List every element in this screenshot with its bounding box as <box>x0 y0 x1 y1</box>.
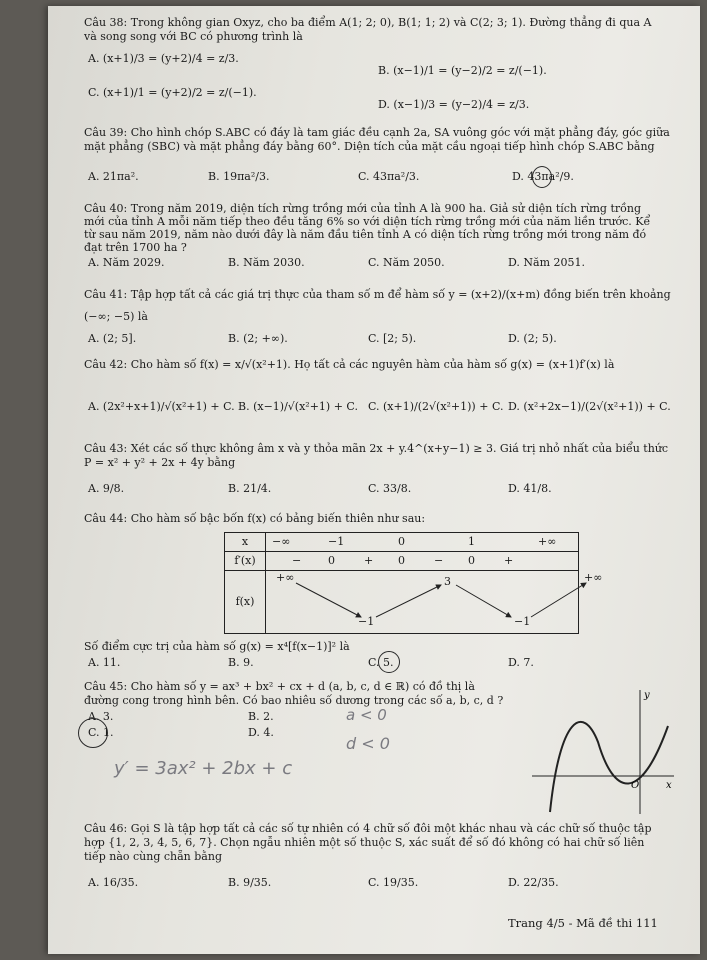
q40-option-d: D. Năm 2051. <box>508 256 586 269</box>
q42-stem: Câu 42: Cho hàm số f(x) = x/√(x²+1). Họ tất cả các nguyên hàm của hàm số g(x) = (x+1)f′(x) là <box>84 358 615 371</box>
variation-table <box>224 532 603 634</box>
vt-x-1: −∞ <box>272 535 291 548</box>
exam-page <box>48 6 700 954</box>
q43-option-b: B. 21/4. <box>228 482 272 495</box>
page-footer: Trang 4/5 - Mã đề thi 111 <box>508 916 658 930</box>
q39-option-c: C. 43πa²/3. <box>358 170 420 183</box>
q45-stem-2: đường cong trong hình bên. Có bao nhiêu số dương trong các số a, b, c, d ? <box>84 694 504 707</box>
q41-option-b: B. (2; +∞). <box>228 332 288 345</box>
handwritten-note-2: d < 0 <box>346 734 390 753</box>
graph-x-label: x <box>666 780 672 791</box>
q43-stem: Câu 43: Xét các số thực không âm x và y thỏa mãn 2x + y.4^(x+y−1) ≥ 3. Giá trị nhỏ nhất của biểu thức <box>84 442 669 455</box>
vt-fp-label: f′(x) <box>225 551 266 570</box>
handwritten-note-1: a < 0 <box>346 706 387 724</box>
q39-stem-2: mặt phẳng (SBC) và mặt phẳng đáy bằng 60°. Diện tích của mặt cầu ngoại tiếp hình chóp S.ABC bằng <box>84 140 655 153</box>
vt-fp-7: + <box>504 553 514 567</box>
vt-fp-1: − <box>292 553 302 567</box>
q39-option-a: A. 21πa². <box>88 170 139 183</box>
q46-option-a: A. 16/35. <box>88 876 139 889</box>
vt-fp-row <box>266 551 579 570</box>
q40-stem-2: mới của tỉnh A mỗi năm tiếp theo đều tăng 6% so với diện tích rừng trồng mới của năm liền trước. Kể <box>84 215 651 228</box>
vt-fp-3: + <box>364 553 374 567</box>
vt-f-row <box>266 570 603 633</box>
q40-stem: Câu 40: Trong năm 2019, diện tích rừng trồng mới của tỉnh A là 900 ha. Giả sử diện tích rừng trồng <box>84 202 642 215</box>
vt-x-3: 0 <box>398 535 405 548</box>
vt-x-5: +∞ <box>538 535 557 548</box>
q38-option-d: D. (x−1)/3 = (y−2)/4 = z/3. <box>378 98 530 111</box>
vt-f-3: 3 <box>444 574 451 588</box>
answer-mark-circle <box>78 718 108 748</box>
q44-question: Số điểm cực trị của hàm số g(x) = x⁴[f(x−1)]² là <box>84 640 350 653</box>
q38-text: Câu 38: Trong không gian Oxyz, cho ba điểm A(1; 2; 0), B(1; 1; 2) và C(2; 3; 1). Đường thẳng đi qua A <box>84 16 652 29</box>
vt-fp-5: − <box>434 553 444 567</box>
q40-stem-4: đạt trên 1700 ha ? <box>84 241 187 254</box>
q38-stem <box>84 16 651 30</box>
q46-stem: Câu 46: Gọi S là tập hợp tất cả các số tự nhiên có 4 chữ số đôi một khác nhau và các chữ số thuộc tập <box>84 822 652 835</box>
q46-stem-3: tiếp nào cùng chẵn bằng <box>84 850 222 863</box>
vt-f-label: f(x) <box>225 570 266 633</box>
vt-x-label: x <box>225 533 266 552</box>
q41-stem-2: (−∞; −5) là <box>84 310 148 323</box>
q43-stem-2: P = x² + y² + 2x + 4y bằng <box>84 456 236 469</box>
q42-option-a: A. (2x²+x+1)/√(x²+1) + C. <box>88 400 235 413</box>
q42-option-c: C. (x+1)/(2√(x²+1)) + C. <box>368 400 504 413</box>
q45-stem: Câu 45: Cho hàm số y = ax³ + bx² + cx + d (a, b, c, d ∈ ℝ) có đồ thị là <box>84 680 475 693</box>
vt-f-1: +∞ <box>276 570 295 584</box>
q46-option-d: D. 22/35. <box>508 876 559 889</box>
q46-stem-2: hợp {1, 2, 3, 4, 5, 6, 7}. Chọn ngẫu nhiên một số thuộc S, xác suất để số đó không có hai chữ số liên <box>84 836 645 849</box>
q45-option-c: C. 1. <box>88 726 114 739</box>
vt-f-4: −1 <box>514 614 531 628</box>
q41-stem: Câu 41: Tập hợp tất cả các giá trị thực của tham số m để hàm số y = (x+2)/(x+m) đồng biến trên khoảng <box>84 288 671 301</box>
handwritten-note-3: y′ = 3ax² + 2bx + c <box>114 758 293 779</box>
q46-option-c: C. 19/35. <box>368 876 419 889</box>
q38-option-a: A. (x+1)/3 = (y+2)/4 = z/3. <box>88 52 239 65</box>
vt-f-2: −1 <box>358 614 375 628</box>
q45-option-a: A. 3. <box>88 710 114 723</box>
q44-option-b: B. 9. <box>228 656 254 669</box>
vt-arrows <box>266 571 606 631</box>
q41-option-d: D. (2; 5). <box>508 332 557 345</box>
q40-stem-3: từ sau năm 2019, năm nào dưới đây là năm đầu tiên tỉnh A có diện tích rừng trồng mới trong năm đó <box>84 228 647 241</box>
q45-option-d: D. 4. <box>248 726 274 739</box>
cubic-graph <box>528 686 678 816</box>
vt-f-5: +∞ <box>584 570 603 584</box>
vt-x-2: −1 <box>328 535 345 548</box>
q41-option-a: A. (2; 5]. <box>88 332 137 345</box>
q38-stem-2: và song song với BC có phương trình là <box>84 30 303 43</box>
q39-option-b: B. 19πa²/3. <box>208 170 270 183</box>
q38-option-b: B. (x−1)/1 = (y−2)/2 = z/(−1). <box>378 64 547 77</box>
q45-option-b: B. 2. <box>248 710 274 723</box>
q38-option-c: C. (x+1)/1 = (y+2)/2 = z/(−1). <box>88 86 257 99</box>
vt-x-row <box>266 533 579 552</box>
q40-option-b: B. Năm 2030. <box>228 256 305 269</box>
graph-origin-label: O <box>631 780 640 791</box>
q40-option-c: C. Năm 2050. <box>368 256 445 269</box>
q40-option-a: A. Năm 2029. <box>88 256 165 269</box>
q39-stem: Câu 39: Cho hình chóp S.ABC có đáy là tam giác đều cạnh 2a, SA vuông góc với mặt phẳng đáy, góc giữa <box>84 126 670 139</box>
q44-option-c: C. 5. <box>368 656 394 669</box>
graph-y-label: y <box>644 690 650 701</box>
q39-option-d: D. 43πa²/9. <box>512 170 574 183</box>
vt-fp-4: 0 <box>398 553 405 567</box>
vt-fp-2: 0 <box>328 553 335 567</box>
q43-option-d: D. 41/8. <box>508 482 552 495</box>
q41-option-c: C. [2; 5). <box>368 332 417 345</box>
vt-fp-6: 0 <box>468 553 475 567</box>
q46-option-b: B. 9/35. <box>228 876 272 889</box>
answer-mark-circle <box>532 166 552 188</box>
q42-option-b: B. (x−1)/√(x²+1) + C. <box>238 400 358 413</box>
q44-stem: Câu 44: Cho hàm số bậc bốn f(x) có bảng biến thiên như sau: <box>84 512 426 525</box>
q44-option-a: A. 11. <box>88 656 121 669</box>
q44-option-d: D. 7. <box>508 656 534 669</box>
q43-option-c: C. 33/8. <box>368 482 412 495</box>
q43-option-a: A. 9/8. <box>88 482 125 495</box>
q42-option-d: D. (x²+2x−1)/(2√(x²+1)) + C. <box>508 400 671 413</box>
vt-x-4: 1 <box>468 535 475 548</box>
answer-mark-circle <box>378 651 400 673</box>
